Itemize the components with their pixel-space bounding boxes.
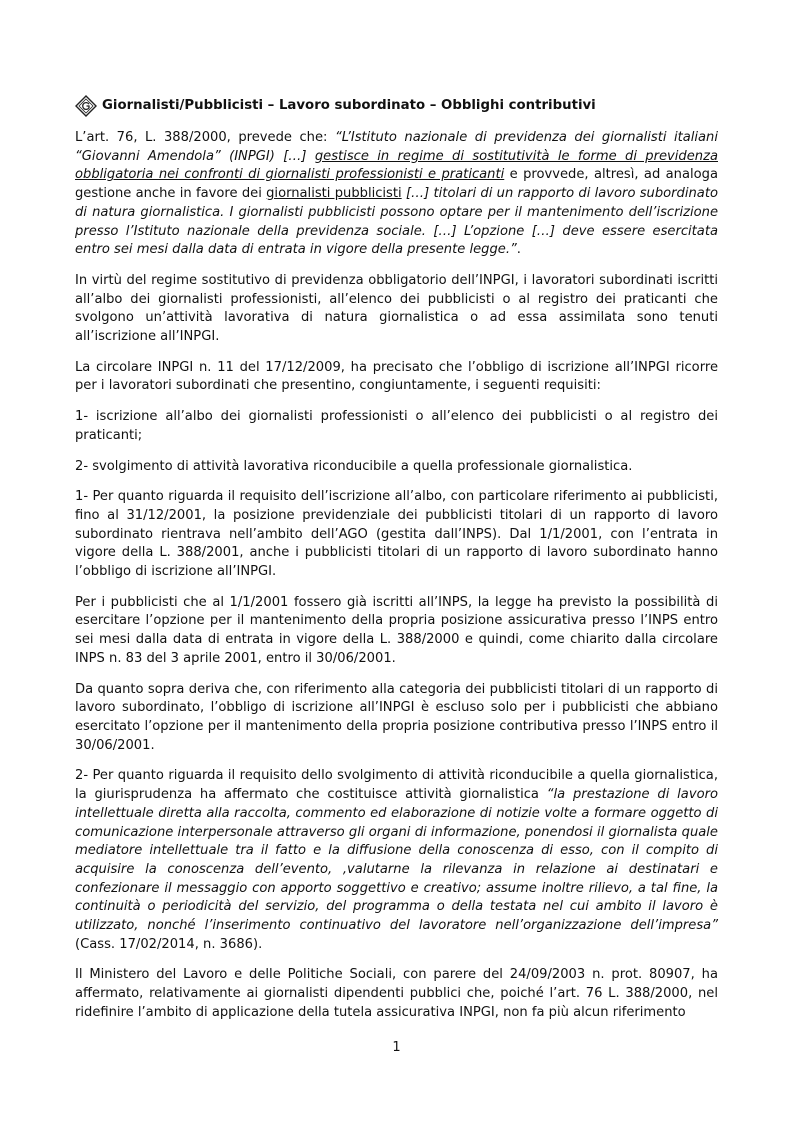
paragraph-giurisprudenza	[75, 767, 718, 954]
paragraph-art76	[75, 129, 718, 260]
paragraph-regime: In virtù del regime sostitutivo di previdenza obbligatorio dell’INPGI, i lavoratori subordinati iscritti all’albo dei giornalisti professionisti, all’elenco dei pubblicisti o al registro dei praticanti che svolgono un’attività lavorativa di natura giornalistica o ad essa assimilata sono tenuti all’iscrizione all’INPGI.	[75, 272, 718, 345]
text-span: .	[516, 242, 521, 258]
paragraph-esclusione: Da quanto sopra deriva che, con riferimento alla categoria dei pubblicisti titolari di un rapporto di lavoro subordinato, l’obbligo di iscrizione all’INPGI è escluso solo per i pubblicisti che abbiano esercitato l’opzione per il mantenimento della propria posizione contributiva presso l’INPS entro il 30/06/2001.	[75, 681, 718, 753]
document-title: Giornalisti/Pubblicisti – Lavoro subordinato – Obblighi contributivi	[102, 98, 596, 113]
paragraph-opzione-inps: Per i pubblicisti che al 1/1/2001 fossero già iscritti all’INPS, la legge ha previsto la possibilità di esercitare l’opzione per il mantenimento della propria posizione assicurativa presso l’INPS entro sei mesi dalla data di entrata in vigore della L. 388/2000 e quindi, come chiarito dalla circolare INPS n. 83 del 3 aprile 2001, entro il 30/06/2001.	[75, 594, 718, 666]
text-span: L’art. 76, L. 388/2000, prevede che:	[75, 130, 335, 145]
paragraph-circolare: La circolare INPGI n. 11 del 17/12/2009, ha precisato che l’obbligo di iscrizione all’INPGI ricorre per i lavoratori subordinati che presentino, congiuntamente, i seguenti requisiti:	[75, 359, 718, 394]
text-span: (Cass. 17/02/2014, n. 3686).	[75, 936, 263, 952]
quote-span: […] titolari di un rapporto di lavoro subordinato di natura giornalistica. I giornalisti pubblicisti possono optare per il mantenimento dell’iscrizione presso l’Istituto nazionale della previdenza sociale. […] L’opzione […] deve essere esercitata entro sei mesi dalla data di entrata in vigore della presente legge.”	[75, 186, 718, 258]
quote-span: “la prestazione di lavoro intellettuale diretta alla raccolta, commento ed elaborazione di notizie volte a formare oggetto di comunicazione interpersonale attraverso gli organi di informazione, ponendosi il giornalista quale mediatore intellettuale tra il fatto e la diffusione della conoscenza di esso, con il compito di acquisire la conoscenza dell’evento, ,valutarne la rilevanza in relazione ai destinatari e confezionare il messaggio con apporto soggettivo e creativo; assume inoltre rilievo, a tal fine, la continuità o periodicità del servizio, del programma o della testata nel cui ambito il lavoro è utilizzato, nonché l’inserimento continuativo del lavoratore nell’organizzazione dell’impresa”	[75, 787, 718, 934]
document-page	[75, 95, 718, 1035]
quote-span: “L’Istituto nazionale di previdenza dei giornalisti italiani “Giovanni Amendola” (INPGI) […]	[75, 130, 718, 164]
underlined-quote-span: gestisce in regime di sostitutività le forme di previdenza obbligatoria nei confronti di giornalisti professionisti e praticanti	[75, 148, 718, 183]
diamond-g-logo-icon	[75, 95, 97, 117]
paragraph-ministero: Il Ministero del Lavoro e delle Politiche Sociali, con parere del 24/09/2003 n. prot. 80907, ha affermato, relativamente ai giornalisti dipendenti pubblici che, poiché l’art. 76 L. 388/2000, nel ridefinire l’ambito di applicazione della tutela assicurativa INPGI, non fa più alcun riferimento	[75, 967, 718, 1020]
paragraph-requisito-2: 2- svolgimento di attività lavorativa riconducibile a quella professionale giornalistica.	[75, 458, 633, 474]
text-span: e provvede, altresì, ad analoga gestione anche in favore dei	[75, 167, 718, 202]
page-number: 1	[392, 1040, 401, 1055]
underlined-span: giornalisti pubblicisti	[266, 186, 402, 202]
title-row	[75, 95, 718, 117]
paragraph-iscrizione-albo: 1- Per quanto riguarda il requisito dell’iscrizione all’albo, con particolare riferimento ai pubblicisti, fino al 31/12/2001, la posizione previdenziale dei pubblicisti titolari di un rapporto di lavoro subordinato rientrava nell’ambito dell’AGO (gestita dall’INPS). Dal 1/1/2001, con l’entrata in vigore della L. 388/2001, anche i pubblicisti titolari di un rapporto di lavoro subordinato hanno l’obbligo di iscrizione all’INPGI.	[75, 489, 718, 580]
text-span: 2- Per quanto riguarda il requisito dello svolgimento di attività riconducibile a quella giornalistica, la giurisprudenza ha affermato che costituisce attività giornalistica	[75, 768, 718, 803]
paragraph-requisito-1: 1- iscrizione all’albo dei giornalisti professionisti o all’elenco dei pubblicisti o al registro dei praticanti;	[75, 409, 718, 443]
